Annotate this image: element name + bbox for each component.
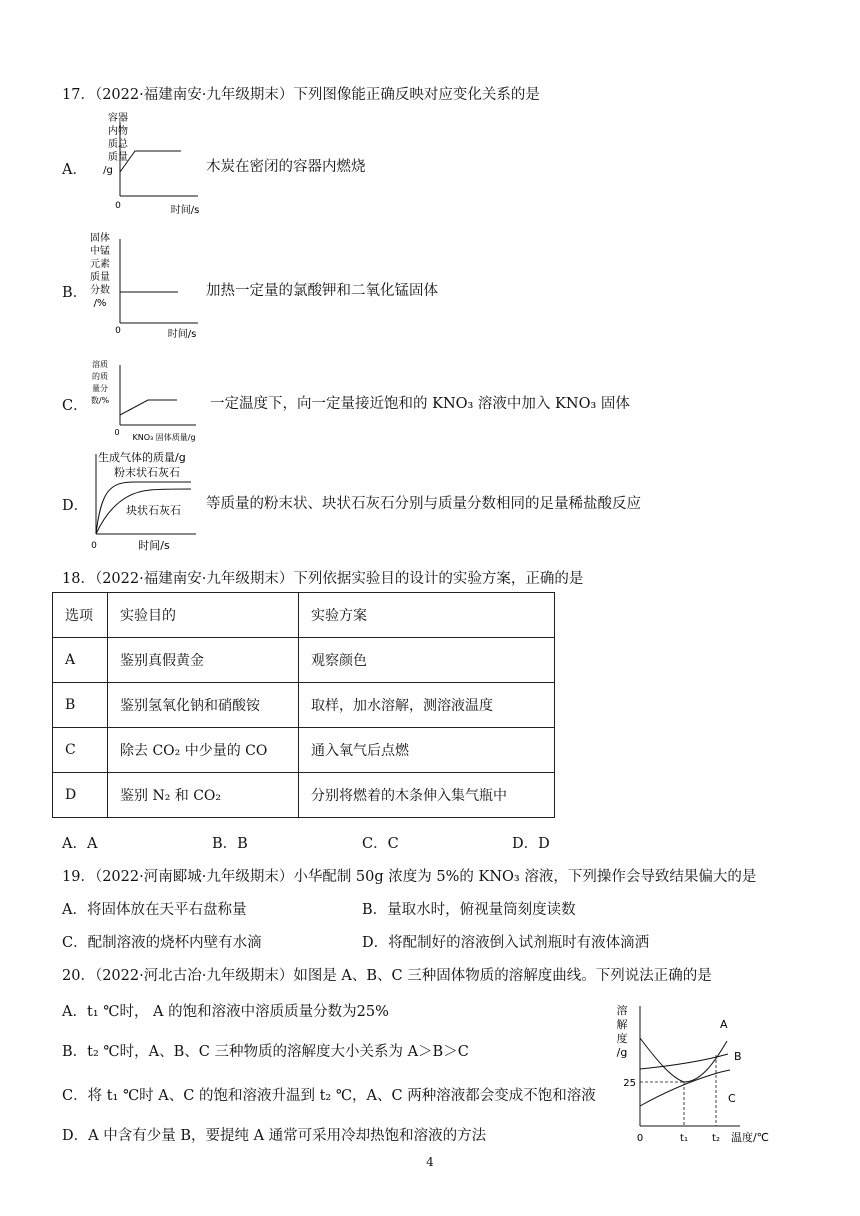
table-cell: A xyxy=(53,638,108,683)
q20-curve-c-label: C xyxy=(728,1092,736,1105)
q17-b-ylabel-3: 质量 xyxy=(90,272,110,283)
q17-b-ylabel-4: 分数 xyxy=(90,285,110,296)
table-header-row xyxy=(53,593,555,638)
table-cell: C xyxy=(53,728,108,773)
q17-a-xlabel: 时间/s xyxy=(170,205,200,216)
q20-curve-a-label: A xyxy=(720,1018,728,1031)
q17-d-curve2-label: 块状石灰石 xyxy=(126,504,181,517)
q20-xlabel: 温度/℃ xyxy=(730,1131,770,1144)
q20-option-c: C．将 t₁ ℃时 A、C 的饱和溶液升温到 t₂ ℃，A、C 两种溶液都会变成不饱和溶液 xyxy=(62,1088,596,1104)
q20-option-b: B．t₂ ℃时，A、B、C 三种物质的溶解度大小关系为 A＞B＞C xyxy=(62,1044,469,1060)
table-cell: D xyxy=(53,773,108,818)
q17-option-d-text: 等质量的粉末状、块状石灰石分别与质量分数相同的足量稀盐酸反应 xyxy=(206,496,641,512)
table-header-cell: 选项 xyxy=(53,593,108,638)
q18-option-a: A．A xyxy=(62,836,98,852)
q17-option-c-letter: C． xyxy=(62,398,88,414)
q17-stem: 17．（2022·福建南安·九年级期末）下列图像能正确反映对应变化关系的是 xyxy=(62,87,540,103)
q20-solubility-graph xyxy=(610,1000,780,1146)
table-header-cell: 实验方案 xyxy=(299,593,555,638)
q19-option-b: B．量取水时，俯视量筒刻度读数 xyxy=(362,902,576,918)
table-cell: 观察颜色 xyxy=(299,638,555,683)
q17-c-ylabel-2: 量分 xyxy=(92,384,108,393)
table-row xyxy=(53,773,555,818)
q18-option-b: B．B xyxy=(212,836,248,852)
q17-b-origin: 0 xyxy=(115,326,121,336)
q19-option-d: D．将配制好的溶液倒入试剂瓶时有液体滴洒 xyxy=(362,935,650,951)
q17-option-b-letter: B． xyxy=(62,285,88,301)
q20-curve-b-label: B xyxy=(734,1050,742,1063)
table-cell: 鉴别真假黄金 xyxy=(108,638,299,683)
q17-c-ylabel-3: 数/% xyxy=(90,396,110,405)
table-row xyxy=(53,683,555,728)
q17-option-a-text: 木炭在密闭的容器内燃烧 xyxy=(206,159,366,175)
table-row xyxy=(53,728,555,773)
table-row xyxy=(53,638,555,683)
q17-b-ylabel-5: /% xyxy=(93,298,107,309)
table-cell: 鉴别 N₂ 和 CO₂ xyxy=(108,773,299,818)
q17-graph-a xyxy=(80,110,210,218)
q17-d-origin: 0 xyxy=(91,541,97,551)
q17-a-origin: 0 xyxy=(115,201,121,211)
table-cell: 通入氧气后点燃 xyxy=(299,728,555,773)
q20-tick-t2: t₂ xyxy=(712,1133,720,1144)
q17-a-ylabel-3: 质量 xyxy=(108,152,128,163)
q17-c-xlabel: KNO₃ 固体质量/g xyxy=(132,433,196,442)
q19-option-c: C．配制溶液的烧杯内壁有水滴 xyxy=(62,935,262,951)
q20-ylabel-0: 溶 xyxy=(616,1004,628,1017)
q17-option-b-text: 加热一定量的氯酸钾和二氧化锰固体 xyxy=(206,283,438,299)
q17-d-xlabel: 时间/s xyxy=(138,539,170,552)
q19-stem: 19．（2022·河南郾城·九年级期末）小华配制 50g 浓度为 5%的 KNO₃ 溶液，下列操作会导致结果偏大的是 xyxy=(62,869,757,885)
q17-option-d-letter: D． xyxy=(62,498,89,514)
q20-ylabel-1: 解 xyxy=(616,1018,628,1031)
q18-option-d: D．D xyxy=(512,836,550,852)
table-header-cell: 实验目的 xyxy=(108,593,299,638)
q18-stem: 18．（2022·福建南安·九年级期末）下列依据实验目的设计的实验方案，正确的是 xyxy=(62,571,584,587)
table-cell: B xyxy=(53,683,108,728)
q17-graph-c xyxy=(84,357,214,445)
q17-b-ylabel-2: 元素 xyxy=(90,259,110,270)
q20-option-d: D．A 中含有少量 B，要提纯 A 通常可采用冷却热饱和溶液的方法 xyxy=(62,1128,487,1144)
table-cell: 鉴别氢氧化钠和硝酸铵 xyxy=(108,683,299,728)
q17-b-ylabel-1: 中锰 xyxy=(90,246,110,257)
q17-a-ylabel-1: 内物 xyxy=(108,126,128,137)
q20-ylabel-2: 度 xyxy=(616,1032,628,1045)
q17-b-ylabel-0: 固体 xyxy=(90,233,110,244)
q17-c-ylabel-0: 溶质 xyxy=(92,360,108,369)
q17-c-origin: 0 xyxy=(114,428,120,437)
q18-table xyxy=(52,592,555,818)
q20-ylabel-3: /g xyxy=(616,1046,628,1059)
q20-origin: 0 xyxy=(636,1133,644,1144)
q17-graph-b xyxy=(80,229,210,341)
page-number: 4 xyxy=(426,1155,434,1169)
q17-option-a-letter: A． xyxy=(62,162,87,178)
q17-d-ylabel: 生成气体的质量/g xyxy=(98,451,186,464)
q17-a-ylabel-2: 质总 xyxy=(108,139,128,150)
q20-tick-25: 25 xyxy=(623,1078,636,1089)
q17-graph-d xyxy=(86,446,204,554)
q20-option-a: A．t₁ ℃时， A 的饱和溶液中溶质质量分数为25% xyxy=(62,1004,389,1020)
q19-option-a: A．将固体放在天平右盘称量 xyxy=(62,902,247,918)
table-cell: 分别将燃着的木条伸入集气瓶中 xyxy=(299,773,555,818)
table-cell: 除去 CO₂ 中少量的 CO xyxy=(108,728,299,773)
q20-tick-t1: t₁ xyxy=(680,1133,688,1144)
q17-b-xlabel: 时间/s xyxy=(167,329,197,340)
q20-stem: 20．（2022·河北古冶·九年级期末）如图是 A、B、C 三种固体物质的溶解度曲线。下列说法正确的是 xyxy=(62,968,712,984)
table-cell: 取样，加水溶解，测溶液温度 xyxy=(299,683,555,728)
q17-a-ylabel-4: /g xyxy=(103,165,113,176)
q17-option-c-text: 一定温度下，向一定量接近饱和的 KNO₃ 溶液中加入 KNO₃ 固体 xyxy=(210,396,630,412)
q17-c-ylabel-1: 的质 xyxy=(92,372,108,381)
q18-option-c: C．C xyxy=(362,836,399,852)
q17-d-curve1-label: 粉末状石灰石 xyxy=(114,466,180,479)
q17-a-ylabel-0: 容器 xyxy=(108,113,128,124)
